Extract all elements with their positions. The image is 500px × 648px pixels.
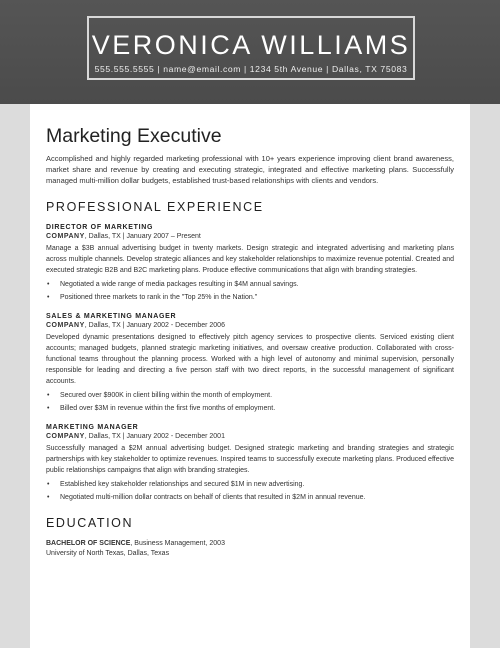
left-margin: [0, 104, 30, 648]
job-achievements: [46, 391, 454, 413]
job-title: MARKETING MANAGER: [46, 424, 139, 431]
job-description: Manage a $3B annual advertising budget in twenty markets. Design strategic and integrated advertising and marketing plans across multiple channels. Develop strategic alliances and key stakeholder relationships to maximize revenue potential. Created and executed strategic B2B and B2C marketing plans. Produce effective communications that align with branding strategies.: [46, 245, 454, 274]
job-details: , Dallas, TX | January 2002 - December 2006: [84, 322, 225, 329]
job-entry: [46, 423, 454, 502]
degree-line: [46, 539, 454, 549]
job-company-line: [46, 232, 454, 242]
job-title: DIRECTOR OF MARKETING: [46, 224, 154, 231]
company-name: COMPANY: [46, 233, 85, 240]
education-heading: EDUCATION: [46, 516, 134, 530]
job-achievements: [46, 280, 454, 302]
experience-heading: PROFESSIONAL EXPERIENCE: [46, 200, 264, 214]
achievement-item: • Secured over $900K in client billing within the month of employment.: [46, 391, 454, 400]
resume-page: [30, 104, 470, 648]
job-achievements: [46, 480, 454, 502]
job-entry: [46, 312, 454, 413]
name-box: [87, 16, 415, 80]
company-name: COMPANY: [46, 433, 85, 440]
company-name: COMPANY: [46, 322, 85, 329]
job-title: SALES & MARKETING MANAGER: [46, 313, 177, 320]
achievement-item: • Negotiated a wide range of media packages resulting in $4M annual savings.: [46, 280, 454, 289]
achievement-item: • Positioned three markets to rank in the "Top 25% in the Nation.": [46, 293, 454, 302]
header-band: [0, 0, 500, 104]
job-entry: [46, 223, 454, 302]
summary-text: Accomplished and highly regarded marketing professional with 10+ years experience improving client brand awareness, market share and revenue by creating and executing strategic, integrated and effective marketing plans. Successfully managed multi-million dollar budgets, established trust-based relationships with clients and vendors.: [46, 154, 454, 185]
job-details: , Dallas, TX | January 2002 - December 2001: [84, 433, 225, 440]
achievement-item: • Negotiated multi-million dollar contracts on behalf of clients that resulted in $2M in annual revenue.: [46, 493, 454, 502]
degree-details: , Business Management, 2003: [130, 540, 225, 547]
candidate-name: VERONICA WILLIAMS: [91, 30, 411, 60]
degree-name: BACHELOR OF SCIENCE: [46, 540, 131, 547]
right-margin: [470, 104, 500, 648]
contact-line: 555.555.5555 | name@email.com | 1234 5th Avenue | Dallas, TX 75083: [94, 64, 408, 74]
job-details: , Dallas, TX | January 2007 – Present: [84, 233, 201, 240]
achievement-item: • Established key stakeholder relationships and secured $1M in new advertising.: [46, 480, 454, 489]
job-description: Successfully managed a $2M annual advertising budget. Designed strategic marketing and branding strategies and strategic partnerships with key stakeholder to optimize revenues. Inspired teams to successfully execute marketing plans. Produced effective public relationships campaigns that align with branding strategies.: [46, 445, 454, 474]
job-company-line: [46, 321, 454, 331]
resume-content: [46, 124, 454, 559]
school-line: University of North Texas, Dallas, Texas: [46, 550, 170, 557]
job-description: Developed dynamic presentations designed to effectively pitch agency services to prospective clients. Serviced existing client accounts; managed budgets, planned strategic marketing initiatives, and oversaw creative production. Collaborated with cross-functional teams throughout the planning process. Worked with a high level of autonomy and minimal supervision, personally responsible for leading and directing a five person staff with two direct reports, in the successful management of significant accounts.: [46, 334, 454, 385]
job-company-line: [46, 432, 454, 442]
achievement-item: • Billed over $3M in revenue within the first five months of employment.: [46, 404, 454, 413]
summary-title: Marketing Executive: [46, 125, 222, 147]
